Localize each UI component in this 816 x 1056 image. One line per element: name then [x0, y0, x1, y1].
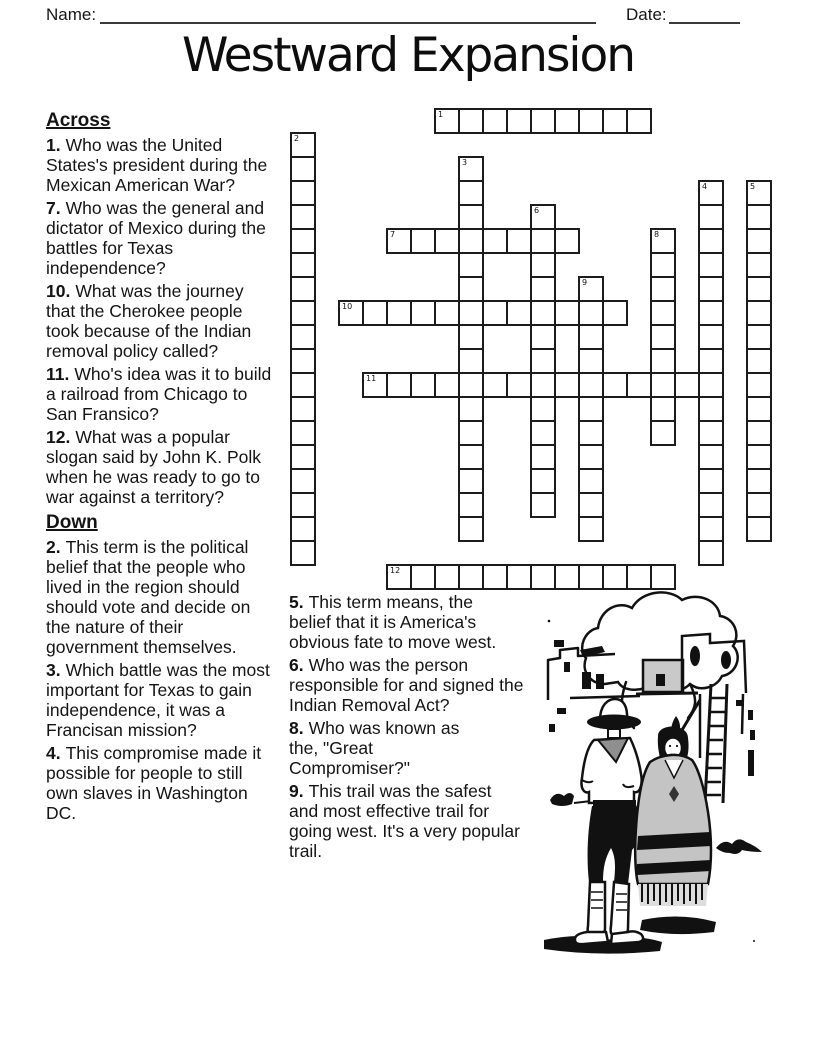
crossword-cell[interactable] — [602, 372, 628, 398]
cell-number: 5 — [750, 182, 756, 191]
crossword-cell[interactable] — [506, 228, 532, 254]
crossword-cell[interactable] — [650, 348, 676, 374]
cell-number: 12 — [390, 566, 401, 575]
crossword-cell[interactable] — [458, 324, 484, 350]
crossword-cell[interactable] — [458, 108, 484, 134]
cell-number: 4 — [702, 182, 708, 191]
crossword-cell[interactable] — [650, 252, 676, 278]
crossword-cell[interactable] — [746, 444, 772, 470]
crossword-cell[interactable] — [530, 444, 556, 470]
crossword-cell[interactable] — [698, 492, 724, 518]
clue-down-3: 3. Which battle was the most important for Texas to gain independence, it was a Francisan mission? — [46, 660, 270, 740]
ladder-icon — [705, 684, 727, 803]
crossword-cell[interactable] — [290, 444, 316, 470]
crossword-cell[interactable] — [578, 108, 604, 134]
crossword-cell[interactable] — [746, 300, 772, 326]
crossword-cell[interactable] — [746, 492, 772, 518]
ink-speck — [548, 620, 551, 623]
crossword-cell[interactable] — [434, 300, 460, 326]
crossword-cell[interactable] — [626, 564, 652, 590]
crossword-cell[interactable] — [458, 516, 484, 542]
crossword-cell[interactable] — [746, 180, 772, 206]
crossword-cell[interactable] — [698, 276, 724, 302]
crossword-cell[interactable] — [698, 180, 724, 206]
crossword-cell[interactable] — [746, 228, 772, 254]
crossword-cell[interactable] — [626, 372, 652, 398]
clue-down-8: 8. Who was known as the, "Great Compromiser?" — [289, 718, 460, 778]
crossword-cell[interactable] — [698, 252, 724, 278]
crossword-cell[interactable] — [650, 228, 676, 254]
crossword-cell[interactable] — [458, 444, 484, 470]
crossword-cell[interactable] — [650, 396, 676, 422]
crossword-cell[interactable] — [458, 228, 484, 254]
cell-number: 6 — [534, 206, 540, 215]
clue-column-left — [46, 110, 277, 826]
clue-across-7: 7. Who was the general and dictator of Mexico during the battles for Texas independence? — [46, 198, 266, 278]
crossword-cell[interactable] — [530, 492, 556, 518]
crossword-cell[interactable] — [602, 564, 628, 590]
crossword-cell[interactable] — [386, 564, 412, 590]
crossword-cell[interactable] — [458, 396, 484, 422]
crossword-cell[interactable] — [458, 492, 484, 518]
crossword-cell[interactable] — [458, 276, 484, 302]
crossword-cell[interactable] — [530, 324, 556, 350]
crossword-cell[interactable] — [746, 348, 772, 374]
crossword-cell[interactable] — [290, 132, 316, 158]
cell-number: 9 — [582, 278, 588, 287]
crossword-cell[interactable] — [578, 420, 604, 446]
crossword-cell[interactable] — [458, 252, 484, 278]
crossword-cell[interactable] — [554, 300, 580, 326]
crossword-cell[interactable] — [458, 468, 484, 494]
crossword-cell[interactable] — [746, 420, 772, 446]
crossword-cell[interactable] — [410, 300, 436, 326]
crossword-cell[interactable] — [746, 396, 772, 422]
name-label: Name: — [46, 5, 97, 24]
crossword-cell[interactable] — [578, 564, 604, 590]
crossword-cell[interactable] — [530, 252, 556, 278]
clue-down-2: 2. This term is the political belief that the people who lived in the region should should vote and decide on the nature of their government themselves. — [46, 537, 251, 657]
crossword-cell[interactable] — [530, 204, 556, 230]
crossword-cell[interactable] — [578, 468, 604, 494]
crossword-cell[interactable] — [578, 396, 604, 422]
crossword-cell[interactable] — [650, 564, 676, 590]
crossword-cell[interactable] — [578, 372, 604, 398]
clue-down-4: 4. This compromise made it possible for people to still own slaves in Washington DC. — [46, 743, 262, 823]
crossword-cell[interactable] — [578, 300, 604, 326]
crossword-cell[interactable] — [482, 372, 508, 398]
crossword-cell[interactable] — [290, 372, 316, 398]
crossword-grid — [290, 108, 772, 590]
crossword-cell[interactable] — [386, 228, 412, 254]
crossword-cell[interactable] — [530, 300, 556, 326]
crossword-cell[interactable] — [554, 228, 580, 254]
crossword-cell[interactable] — [674, 372, 700, 398]
crossword-cell[interactable] — [290, 324, 316, 350]
crossword-cell[interactable] — [290, 276, 316, 302]
crossword-cell[interactable] — [602, 300, 628, 326]
cell-number: 2 — [294, 134, 300, 143]
crossword-cell[interactable] — [698, 420, 724, 446]
crossword-cell[interactable] — [530, 564, 556, 590]
crossword-cell[interactable] — [746, 468, 772, 494]
crossword-cell[interactable] — [290, 252, 316, 278]
crossword-cell[interactable] — [746, 252, 772, 278]
cell-number: 3 — [462, 158, 468, 167]
crossword-cell[interactable] — [290, 516, 316, 542]
crossword-cell[interactable] — [338, 300, 364, 326]
clue-down-5: 5. This term means, the belief that it is America's obvious fate to move west. — [289, 592, 497, 652]
crossword-cell[interactable] — [530, 348, 556, 374]
clue-across-1: 1. Who was the United States's president during the Mexican American War? — [46, 135, 268, 195]
crossword-cell[interactable] — [578, 492, 604, 518]
crossword-cell[interactable] — [386, 300, 412, 326]
crossword-cell[interactable] — [290, 156, 316, 182]
crossword-cell[interactable] — [698, 516, 724, 542]
crossword-cell[interactable] — [482, 564, 508, 590]
crossword-cell[interactable] — [530, 228, 556, 254]
crossword-cell[interactable] — [746, 516, 772, 542]
crossword-cell[interactable] — [650, 420, 676, 446]
crossword-cell[interactable] — [290, 468, 316, 494]
crossword-cell[interactable] — [698, 372, 724, 398]
crossword-cell[interactable] — [554, 372, 580, 398]
crossword-cell[interactable] — [458, 348, 484, 374]
crossword-cell[interactable] — [458, 564, 484, 590]
crossword-cell[interactable] — [530, 396, 556, 422]
cell-number: 1 — [438, 110, 444, 119]
crossword-cell[interactable] — [698, 348, 724, 374]
crossword-cell[interactable] — [650, 276, 676, 302]
crossword-cell[interactable] — [290, 300, 316, 326]
clue-across-12: 12. What was a popular slogan said by John K. Polk when he was ready to go to war against a territory? — [46, 427, 261, 507]
clue-column-middle — [289, 592, 524, 864]
crossword-cell[interactable] — [506, 300, 532, 326]
name-blank-line[interactable] — [100, 4, 596, 24]
crossword-cell[interactable] — [506, 564, 532, 590]
crossword-cell[interactable] — [578, 276, 604, 302]
crossword-cell[interactable] — [362, 372, 388, 398]
crossword-cell[interactable] — [698, 444, 724, 470]
crossword-cell[interactable] — [290, 228, 316, 254]
crossword-cell[interactable] — [602, 108, 628, 134]
crossword-cell[interactable] — [482, 300, 508, 326]
crossword-cell[interactable] — [458, 180, 484, 206]
crossword-cell[interactable] — [530, 372, 556, 398]
crossword-cell[interactable] — [746, 276, 772, 302]
crossword-cell[interactable] — [578, 348, 604, 374]
crossword-cell[interactable] — [290, 420, 316, 446]
crossword-cell[interactable] — [458, 156, 484, 182]
crossword-cell[interactable] — [458, 204, 484, 230]
crossword-cell[interactable] — [698, 228, 724, 254]
crossword-cell[interactable] — [410, 228, 436, 254]
crossword-cell[interactable] — [698, 324, 724, 350]
cell-number: 11 — [366, 374, 377, 383]
crossword-cell[interactable] — [578, 324, 604, 350]
crossword-cell[interactable] — [434, 564, 460, 590]
crossword-cell[interactable] — [290, 204, 316, 230]
crossword-cell[interactable] — [626, 108, 652, 134]
crossword-cell[interactable] — [530, 420, 556, 446]
crossword-cell[interactable] — [290, 348, 316, 374]
crossword-cell[interactable] — [290, 180, 316, 206]
crossword-cell[interactable] — [698, 204, 724, 230]
crossword-cell[interactable] — [578, 516, 604, 542]
page-title: Westward Expansion — [181, 28, 635, 83]
clue-down-6: 6. Who was the person responsible for and signed the Indian Removal Act? — [289, 655, 524, 715]
pueblo-scene-illustration — [530, 588, 816, 968]
crossword-cell[interactable] — [554, 108, 580, 134]
clue-across-10: 10. What was the journey that the Cherokee people took because of the Indian removal policy called? — [46, 281, 252, 361]
crossword-cell[interactable] — [506, 108, 532, 134]
crossword-cell[interactable] — [746, 372, 772, 398]
crossword-cell[interactable] — [482, 228, 508, 254]
crossword-cell[interactable] — [650, 300, 676, 326]
crossword-cell[interactable] — [290, 540, 316, 566]
crossword-cell[interactable] — [746, 324, 772, 350]
crossword-cell[interactable] — [698, 300, 724, 326]
crossword-cell[interactable] — [410, 564, 436, 590]
crossword-cell[interactable] — [530, 108, 556, 134]
crossword-cell[interactable] — [506, 372, 532, 398]
native-woman-figure — [635, 716, 716, 934]
cell-number: 10 — [342, 302, 353, 311]
ink-speck — [753, 940, 755, 942]
crossword-cell[interactable] — [434, 372, 460, 398]
crossword-cell[interactable] — [410, 372, 436, 398]
crossword-cell[interactable] — [746, 204, 772, 230]
crossword-cell[interactable] — [362, 300, 388, 326]
crossword-cell[interactable] — [482, 108, 508, 134]
crossword-cell[interactable] — [434, 228, 460, 254]
crossword-cell[interactable] — [578, 444, 604, 470]
crossword-cell[interactable] — [290, 492, 316, 518]
crossword-cell[interactable] — [698, 396, 724, 422]
date-blank-line[interactable] — [669, 4, 740, 24]
crossword-cell[interactable] — [530, 468, 556, 494]
bird-icon — [716, 839, 762, 854]
crossword-cell[interactable] — [290, 396, 316, 422]
crossword-cell[interactable] — [386, 372, 412, 398]
crossword-cell[interactable] — [458, 420, 484, 446]
cell-number: 8 — [654, 230, 660, 239]
crossword-cell[interactable] — [554, 564, 580, 590]
cell-number: 7 — [390, 230, 396, 239]
crossword-cell[interactable] — [698, 540, 724, 566]
crossword-cell[interactable] — [698, 468, 724, 494]
down-heading: Down — [46, 512, 98, 533]
clue-across-11: 11. Who's idea was it to build a railroad from Chicago to San Fransico? — [46, 364, 272, 424]
crossword-cell[interactable] — [650, 324, 676, 350]
clue-down-9: 9. This trail was the safest and most effective trail for going west. It's a very popular trail. — [289, 781, 520, 861]
crossword-cell[interactable] — [530, 276, 556, 302]
crossword-cell[interactable] — [650, 372, 676, 398]
date-label: Date: — [626, 5, 667, 24]
crossword-cell[interactable] — [458, 300, 484, 326]
across-heading: Across — [46, 110, 111, 131]
crossword-cell[interactable] — [458, 372, 484, 398]
crossword-cell[interactable] — [434, 108, 460, 134]
